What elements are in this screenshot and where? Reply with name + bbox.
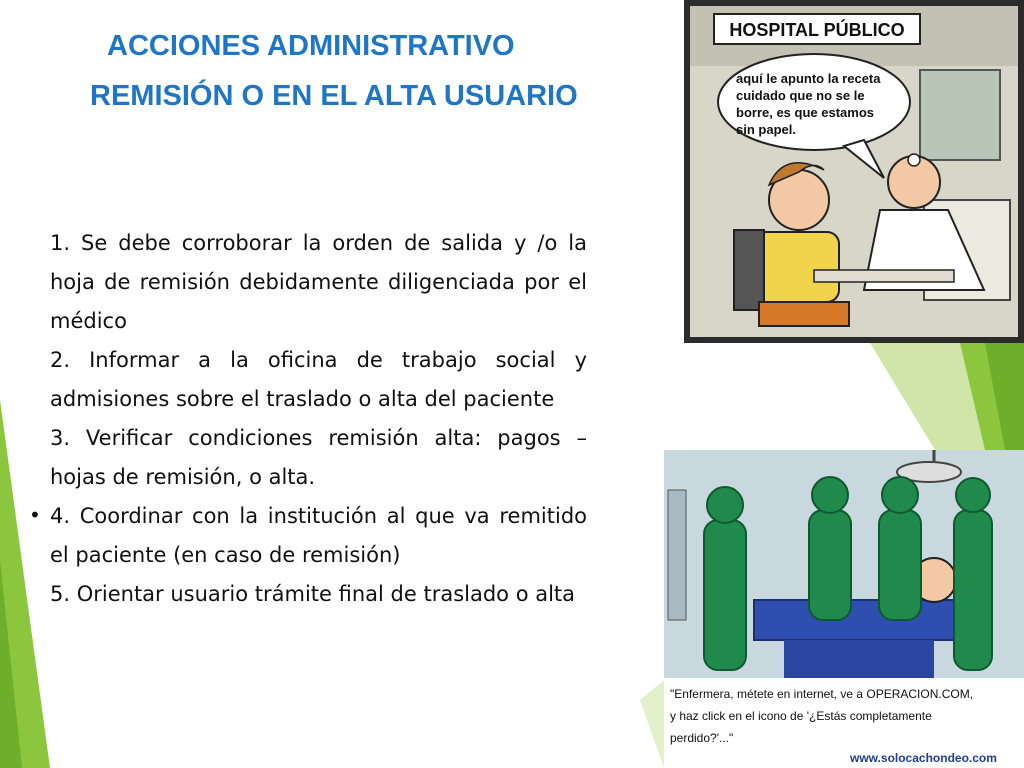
list-item: 2. Informar a la oficina de trabajo social y admisiones sobre el traslado o alta del paciente [50,348,587,411]
hospital-sign-text: HOSPITAL PÚBLICO [729,20,905,40]
surgeon-middle-head [812,477,848,513]
bed-base [784,640,934,680]
slide-title-line1: ACCIONES ADMINISTRATIVO [107,30,515,62]
wall-cabinet [668,490,686,620]
surgeon-left-head [707,487,743,523]
lower-light-triangle [640,680,664,768]
bubble-line: cuidado que no se le [736,88,865,103]
list-item: 3. Verificar condiciones remisión alta: pagos – hojas de remisión, o alta. [50,426,587,489]
caption-line: "Enfermera, métete en internet, ve a OPERACION.COM, [670,687,974,701]
wall-window [920,70,1000,160]
surgeon-far-right-head [956,478,990,512]
doctor-head-mirror [908,154,920,166]
cartoon-operating-illustration [664,450,1024,768]
cartoon-operating-room [664,450,1024,768]
list-item: 5. Orientar usuario trámite final de traslado o alta [50,582,576,606]
action-list [50,224,587,614]
bullet-marker: • [29,503,41,527]
bubble-line: aquí le apunto la receta [736,71,881,86]
bubble-line: borre, es que estamos [736,105,874,120]
list-item: 4. Coordinar con la institución al que va remitido el paciente (en caso de remisión) [50,504,587,567]
bubble-line: sin papel. [736,122,796,137]
patient-pants [759,302,849,326]
caption-line: y haz click en el icono de '¿Estás completamente [670,709,932,723]
surgeon-far-right [954,510,992,670]
surgeon-middle [809,510,851,620]
patient-shirt [754,232,839,302]
surgeon-left [704,520,746,670]
operating-bed [754,600,974,640]
surgeon-right-head [882,477,918,513]
desk [814,270,954,282]
surgeon-right [879,510,921,620]
caption-line: perdido?'..." [670,731,734,745]
slide-title-line2: REMISIÓN O EN EL ALTA USUARIO [90,80,578,112]
cartoon-hospital-illustration [684,0,1024,343]
list-item: 1. Se debe corroborar la orden de salida y /o la hoja de remisión debidamente diligenciada por el médico [50,231,587,333]
cartoon-hospital-publico [684,0,1024,343]
patient-chair [734,230,764,310]
website-text: www.solocachondeo.com [850,751,997,765]
